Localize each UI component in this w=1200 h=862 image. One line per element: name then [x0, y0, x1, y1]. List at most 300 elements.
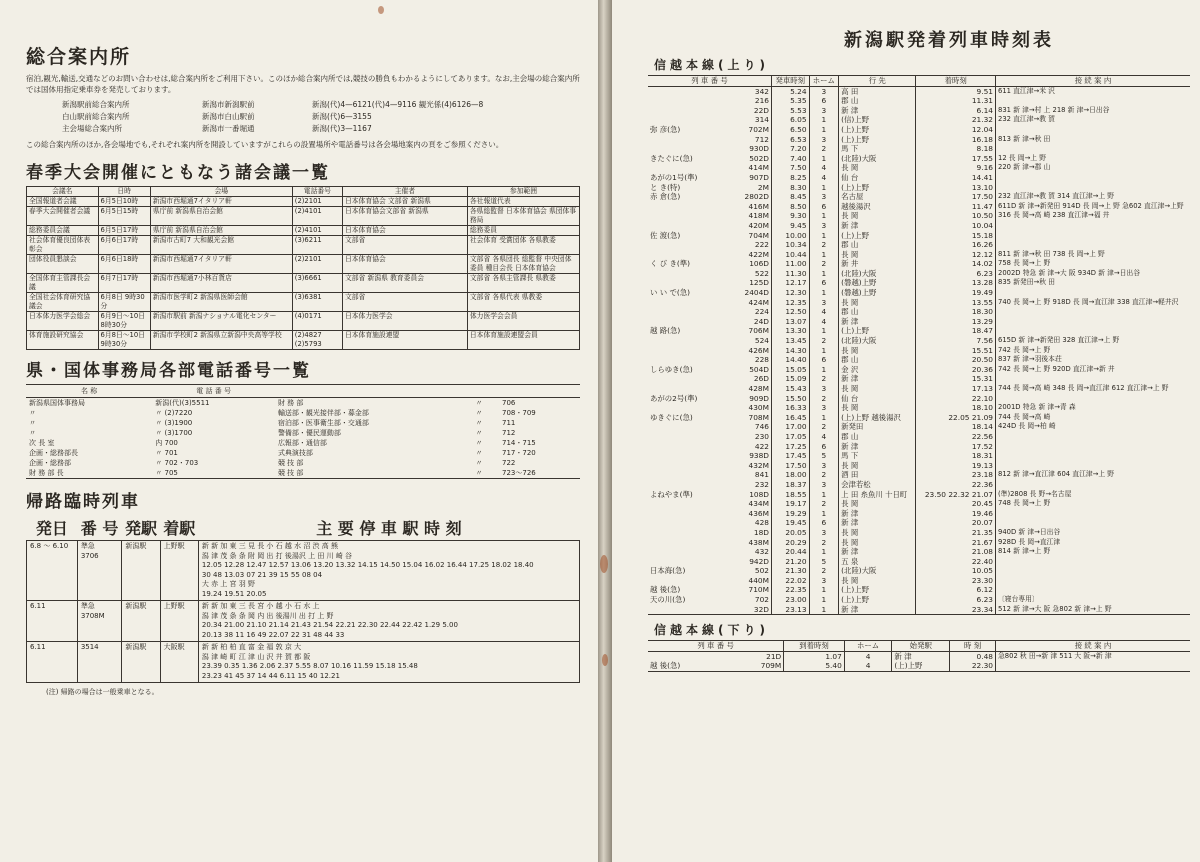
phones-row — [26, 428, 580, 438]
office-address: 新潟市新潟駅前 — [202, 100, 255, 109]
up-connection — [996, 240, 1191, 250]
meetings-cell: 新潟市古町7 大和観光会館 — [150, 236, 292, 255]
up-train-no: 26D — [753, 374, 769, 384]
phones-ditto: 〃 — [475, 449, 483, 457]
up-time: 13.07 — [772, 317, 810, 327]
up-connection: 〔寝台専用〕 — [996, 595, 1191, 605]
up-connection: 615D 新 津→新発田 328 直江津→上 野 — [996, 336, 1191, 346]
up-row — [648, 518, 1190, 528]
up-train-no: 232 — [754, 479, 769, 489]
down-arrival: 22.30 — [950, 661, 996, 671]
up-platform: 2 — [809, 336, 839, 346]
meetings-row — [27, 312, 580, 331]
up-arrival: 6.14 — [916, 106, 996, 116]
up-time: 21.30 — [772, 566, 810, 576]
up-platform: 4 — [809, 307, 839, 317]
phones-ditto: 〃 — [475, 429, 483, 437]
up-arrival: 18.31 — [916, 451, 996, 461]
up-train-name — [648, 115, 740, 125]
up-row — [648, 298, 1190, 308]
left-page — [0, 0, 598, 862]
up-train-no: 222 — [754, 240, 769, 250]
up-time: 10.44 — [772, 250, 810, 260]
up-platform: 2 — [809, 394, 839, 404]
up-time: 15.09 — [772, 374, 810, 384]
meetings-cell: 春季大会開催者会議 — [27, 207, 99, 226]
up-train-name — [648, 374, 740, 384]
up-destination: (上)上野 — [839, 183, 916, 193]
up-row — [648, 365, 1190, 375]
meetings-cell: 6月9日〜10日 8時30分 — [98, 312, 150, 331]
temp-extra2: 19.24 19.51 20.05 — [201, 589, 267, 598]
up-train-no: 420M — [748, 220, 769, 230]
up-platform: 1 — [809, 509, 839, 519]
up-destination: 金 沢 — [839, 365, 916, 375]
up-destination: (北陸)大阪 — [839, 566, 916, 576]
down-time: 1.07 — [784, 651, 845, 661]
temp-stations: 新 新 加 東 三 見 長 小 石 越 水 沼 渋 高 熊 — [201, 542, 339, 550]
up-platform: 2 — [809, 144, 839, 154]
phones-ext: 714・715 — [502, 439, 536, 447]
down-header-cell: 始発駅 — [892, 641, 950, 652]
temp-number — [77, 601, 122, 642]
phones-dept: 競 技 部 — [277, 459, 304, 467]
meetings-cell: 団体役員懇談会 — [27, 255, 99, 274]
up-platform: 1 — [809, 605, 839, 615]
phones-row — [26, 468, 580, 479]
meetings-row — [27, 274, 580, 293]
down-header-cell: ホーム — [844, 641, 892, 652]
up-platform: 4 — [809, 163, 839, 173]
up-train-no: 424M — [748, 297, 769, 307]
up-train-no: 314 — [754, 115, 769, 125]
meetings-table — [26, 186, 580, 350]
up-train-no: 428M — [748, 384, 769, 393]
down-time: 5.40 — [784, 661, 845, 671]
up-connection: 811 新 津→秋 田 738 長 岡→上 野 — [996, 250, 1191, 260]
up-time: 7.20 — [772, 144, 810, 154]
meetings-cell: (3)6211 — [292, 236, 342, 255]
up-time: 12.35 — [772, 298, 810, 308]
down-connection — [996, 661, 1191, 671]
meetings-cell: 全国報道者会議 — [27, 197, 99, 207]
up-time: 9.30 — [772, 211, 810, 221]
down-line-title: 信越本線(下り) — [654, 623, 769, 638]
down-connection: 急802 秋 田→新 津 511 大 阪→新 津 — [996, 651, 1191, 661]
up-platform: 5 — [809, 451, 839, 461]
meetings-cell: (2)2101 — [292, 255, 342, 274]
up-train-no: 502 — [754, 566, 769, 576]
up-row — [648, 566, 1190, 576]
stain-mark — [378, 6, 384, 14]
meetings-cell: 各社報道代表 — [467, 197, 579, 207]
up-train-name — [648, 451, 740, 461]
up-platform: 3 — [809, 528, 839, 538]
up-arrival: 14.41 — [916, 173, 996, 183]
phones-name: 新潟県国体事務局 — [29, 399, 85, 407]
up-header-train: 列 車 番 号 — [648, 76, 772, 87]
up-destination: (上)上野 — [839, 326, 916, 336]
up-platform: 4 — [809, 173, 839, 183]
up-train-no: 22D — [753, 105, 769, 115]
up-destination: 長 岡 — [839, 461, 916, 471]
temp-stations2: 潟 津 茂 条 条 岡 内 出 後湯川 出 打 上 野 — [201, 611, 334, 620]
temp-row — [27, 601, 580, 642]
up-time: 6.05 — [772, 115, 810, 125]
up-row — [648, 240, 1190, 250]
down-header-row — [648, 641, 1190, 652]
up-time: 20.05 — [772, 528, 810, 538]
up-header-cell: 発車時刻 — [772, 76, 810, 87]
up-arrival: 22.10 — [916, 394, 996, 404]
up-time: 5.35 — [772, 96, 810, 106]
up-platform: 1 — [809, 413, 839, 423]
up-train-no: 106D — [749, 259, 769, 269]
phones-number: 〃 702・703 — [155, 459, 199, 467]
phones-header-number: 電 話 番 号 — [152, 385, 275, 398]
up-header-cell: 着時刻 — [916, 76, 996, 87]
up-arrival: 23.18 — [916, 470, 996, 480]
up-train-name — [648, 432, 740, 442]
stain-mark — [602, 654, 608, 666]
up-row — [648, 163, 1190, 173]
up-platform: 3 — [809, 298, 839, 308]
up-time: 14.30 — [772, 346, 810, 356]
up-connection — [996, 221, 1191, 231]
up-row — [648, 307, 1190, 317]
meetings-cell: 日本体育施設連盟 — [342, 331, 467, 350]
up-arrival: 15.31 — [916, 374, 996, 384]
phones-dept: 式典演技部 — [277, 449, 313, 457]
up-train-no: 504D — [749, 364, 769, 374]
up-row — [648, 499, 1190, 509]
up-connection: 814 新 津→上 野 — [996, 547, 1191, 557]
down-train-no: 21D — [766, 651, 782, 661]
meetings-cell: 文部省 各県代表 県教委 — [467, 293, 579, 312]
up-connection — [996, 451, 1191, 461]
meetings-cell: 各県総監督 日本体育協会 県団体事務局 — [467, 207, 579, 226]
temp-number — [77, 642, 122, 683]
up-connection — [996, 144, 1191, 154]
temp-header-cell: 発日 — [35, 519, 68, 538]
phones-number: 新潟(代)(3)5511 — [155, 399, 210, 407]
up-train-no: 712 — [754, 134, 769, 144]
up-row — [648, 202, 1190, 212]
meetings-row — [27, 236, 580, 255]
up-train-no: 710M — [748, 585, 769, 595]
up-time: 18.00 — [772, 470, 810, 480]
up-row — [648, 413, 1190, 423]
up-train-name: 佐 渡(急) — [650, 230, 681, 240]
up-train-name — [648, 605, 740, 615]
up-connection: 740 長 岡→上 野 918D 長 岡→直江津 338 直江津→軽井沢 — [996, 298, 1191, 308]
up-platform: 1 — [809, 231, 839, 241]
temp-stations: 新 新 加 東 三 長 宮 小 越 小 石 水 上 — [201, 602, 320, 610]
temp-extra: 大 赤 上 宮 羽 野 — [201, 580, 255, 588]
up-row — [648, 528, 1190, 538]
up-connection: 512 新 津→大 阪 急802 新 津→上 野 — [996, 605, 1191, 615]
down-train-name: 越 後(急) — [650, 661, 681, 671]
up-train-name: く び き(準) — [650, 259, 691, 269]
up-train-name — [648, 298, 740, 308]
up-arrival: 18.14 — [916, 422, 996, 432]
meetings-cell: 文部省 — [342, 236, 467, 255]
temp-kind: 準急 — [80, 542, 95, 550]
up-row — [648, 288, 1190, 298]
up-time: 8.50 — [772, 202, 810, 212]
up-arrival: 21.67 — [916, 538, 996, 548]
up-destination: 会津若松 — [839, 480, 916, 490]
up-platform: 1 — [809, 585, 839, 595]
up-train-no: 418M — [748, 211, 769, 221]
up-train-name — [648, 86, 740, 96]
meetings-row — [27, 197, 580, 207]
up-time: 20.44 — [772, 547, 810, 557]
up-connection: 316 長 岡→高 崎 238 直江津→福 井 — [996, 211, 1191, 221]
up-destination: 郡 山 — [839, 355, 916, 365]
office-row — [62, 123, 580, 135]
office-list — [62, 99, 580, 135]
up-time: 20.29 — [772, 538, 810, 548]
stain-mark — [600, 555, 608, 573]
up-connection: 232 直江津→教 賀 — [996, 115, 1191, 125]
phones-ditto: 〃 — [475, 409, 483, 417]
meetings-cell: 日本体育施設連盟会員 — [467, 331, 579, 350]
phones-row — [26, 398, 580, 409]
up-row — [648, 451, 1190, 461]
phones-number: 〃 705 — [155, 469, 178, 477]
up-destination: (上)上野 — [839, 125, 916, 135]
down-timetable — [648, 640, 1190, 672]
up-train-no: 32D — [753, 604, 769, 614]
up-time: 23.00 — [772, 595, 810, 605]
up-time: 12.17 — [772, 278, 810, 288]
up-train-no: 230 — [754, 431, 769, 441]
phones-name: 次 長 室 — [29, 439, 55, 447]
up-time: 17.45 — [772, 451, 810, 461]
up-connection — [996, 288, 1191, 298]
up-row — [648, 317, 1190, 327]
meetings-cell: 日本体力医学会 — [342, 312, 467, 331]
up-destination: 名古屋 — [839, 192, 916, 202]
office-address: 新潟市白山駅前 — [202, 112, 255, 121]
temp-trains-title: 帰路臨時列車 — [26, 492, 140, 512]
up-destination: 酒 田 — [839, 470, 916, 480]
up-row — [648, 490, 1190, 500]
timetable-title: 新潟駅発着列車時刻表 — [844, 30, 1054, 51]
up-arrival: 19.13 — [916, 461, 996, 471]
up-destination: 上 田 糸魚川 十日町 — [839, 490, 916, 500]
up-connection — [996, 566, 1191, 576]
office-row — [62, 111, 580, 123]
up-train-name — [648, 509, 740, 519]
up-connection: 220 新 津→郡 山 — [996, 163, 1191, 173]
up-platform: 2 — [809, 499, 839, 509]
up-arrival: 13.29 — [916, 317, 996, 327]
up-time: 22.02 — [772, 576, 810, 586]
temp-header-row — [27, 515, 580, 541]
up-destination: 新 津 — [839, 221, 916, 231]
up-destination: 新 津 — [839, 518, 916, 528]
up-connection — [996, 557, 1191, 567]
up-platform: 3 — [809, 384, 839, 394]
phones-ext: 708・709 — [502, 409, 536, 417]
up-platform: 1 — [809, 547, 839, 557]
meetings-cell: 新潟市西堀通7イタリア軒 — [150, 255, 292, 274]
up-destination: 新 津 — [839, 106, 916, 116]
phones-dept: 警備部・優民運動部 — [277, 429, 341, 437]
meetings-cell: 6月5日15時 — [98, 207, 150, 226]
up-connection: 232 直江津→教 賀 314 直江津→上 野 — [996, 192, 1191, 202]
up-connection — [996, 374, 1191, 384]
temp-note: (注) 帰路の場合は一般乗車となる。 — [46, 688, 159, 696]
up-destination: 新 津 — [839, 317, 916, 327]
up-time: 8.25 — [772, 173, 810, 183]
up-arrival: 11.47 — [916, 202, 996, 212]
up-train-no: 224 — [754, 307, 769, 317]
up-connection — [996, 509, 1191, 519]
up-arrival: 12.04 — [916, 125, 996, 135]
up-row — [648, 211, 1190, 221]
phones-name: 財 務 部 長 — [29, 469, 64, 477]
general-outro: この総合案内所のほか,各会場地でも,それぞれ案内所を開設していますがこれらの設置場所や電話番号は各会場地案内の頁をご参照ください。 — [26, 140, 504, 149]
up-row — [648, 115, 1190, 125]
up-train-no: 422M — [748, 249, 769, 259]
up-connection: 611 直江津→米 沢 — [996, 86, 1191, 96]
up-arrival: 22.36 — [916, 480, 996, 490]
temp-header-cell: 番 号 — [80, 519, 119, 538]
up-time: 23.13 — [772, 605, 810, 615]
up-connection — [996, 461, 1191, 471]
temp-train-no: 3708M — [80, 611, 105, 620]
up-destination: (上)上野 — [839, 135, 916, 145]
up-train-name: 越 路(急) — [650, 326, 681, 336]
up-arrival: 21.35 — [916, 528, 996, 538]
meetings-row — [27, 226, 580, 236]
office-phone: 新潟(代)4—6121(代)4—9116 観光係(4)6126—8 — [312, 100, 484, 109]
up-connection: 742 長 岡→上 野 920D 直江津→新 井 — [996, 365, 1191, 375]
temp-train-no: 3514 — [80, 643, 99, 651]
down-row — [648, 651, 1190, 661]
phones-name: 〃 — [29, 409, 36, 417]
up-arrival: 20.45 — [916, 499, 996, 509]
up-train-no: 2802D — [744, 192, 769, 202]
up-connection — [996, 442, 1191, 452]
up-platform: 1 — [809, 115, 839, 125]
up-connection — [996, 518, 1191, 528]
up-row — [648, 221, 1190, 231]
up-time: 22.35 — [772, 585, 810, 595]
up-platform: 3 — [809, 576, 839, 586]
phones-ext: 706 — [502, 399, 516, 407]
up-row — [648, 384, 1190, 394]
up-platform: 6 — [809, 278, 839, 288]
meetings-row — [27, 293, 580, 312]
up-arrival: 20.07 — [916, 518, 996, 528]
up-train-name — [648, 576, 740, 586]
up-platform: 1 — [809, 346, 839, 356]
up-train-name: ゆきぐに(急) — [650, 412, 693, 422]
meetings-cell: (3)6661 — [292, 274, 342, 293]
up-platform: 2 — [809, 538, 839, 548]
phones-table — [26, 384, 580, 479]
phones-row — [26, 448, 580, 458]
up-row — [648, 144, 1190, 154]
up-time: 21.20 — [772, 557, 810, 567]
up-time: 19.29 — [772, 509, 810, 519]
up-destination: (北陸)大阪 — [839, 269, 916, 279]
up-time: 16.45 — [772, 413, 810, 423]
up-line-title: 信越本線(上り) — [654, 58, 769, 72]
up-train-name — [648, 144, 740, 154]
phones-dept: 広報部・通信部 — [277, 439, 327, 447]
up-connection — [996, 576, 1191, 586]
phones-ditto: 〃 — [475, 459, 483, 467]
up-destination: 長 岡 — [839, 576, 916, 586]
temp-header-cell: 主 要 停 車 駅 時 刻 — [316, 519, 462, 538]
temp-number — [77, 541, 122, 601]
temp-times2: 20.13 38 11 16 49 22.07 22 31 48 44 33 — [201, 630, 345, 639]
up-time: 11.00 — [772, 259, 810, 269]
up-header-cell: 行 先 — [839, 76, 916, 87]
up-time: 8.30 — [772, 183, 810, 193]
up-destination: 長 岡 — [839, 384, 916, 394]
general-info-title: 総合案内所 — [26, 46, 132, 68]
up-arrival: 8.18 — [916, 144, 996, 154]
meetings-cell: 文部省 各県団長 総監督 中央団体委員 種目会長 日本体育協会 — [467, 255, 579, 274]
phones-ditto: 〃 — [475, 399, 483, 407]
meetings-cell: 体力医学会会員 — [467, 312, 579, 331]
up-destination: 新 津 — [839, 547, 916, 557]
up-platform: 6 — [809, 442, 839, 452]
up-destination: 新 井 — [839, 259, 916, 269]
phones-ditto: 〃 — [475, 439, 483, 447]
up-train-no: 342 — [754, 86, 769, 96]
up-time: 13.45 — [772, 336, 810, 346]
up-arrival: 15.51 — [916, 346, 996, 356]
up-destination: (北陸)大阪 — [839, 336, 916, 346]
meetings-cell: 6月5日17時 — [98, 226, 150, 236]
meetings-header-row — [27, 187, 580, 197]
up-arrival: 10.05 — [916, 566, 996, 576]
up-platform: 1 — [809, 125, 839, 135]
up-connection: 744 長 岡→高 崎 348 長 岡→直江津 612 直江津→上 野 — [996, 384, 1191, 394]
up-destination: 新 津 — [839, 605, 916, 615]
down-destination: (上)上野 — [892, 661, 950, 671]
up-connection: 928D 長 岡→直江津 — [996, 538, 1191, 548]
down-train-name — [648, 651, 740, 661]
up-time: 5.24 — [772, 86, 810, 96]
up-train-no: 907D — [749, 172, 769, 182]
up-train-no: 2404D — [744, 288, 769, 298]
down-header-cell: 時 刻 — [950, 641, 996, 652]
temp-row — [27, 541, 580, 601]
up-connection: 813 新 津→秋 田 — [996, 135, 1191, 145]
up-train-name: と き(特) — [650, 182, 681, 192]
up-row — [648, 595, 1190, 605]
up-platform: 4 — [809, 432, 839, 442]
phones-ext: 712 — [502, 429, 516, 437]
meetings-header-cell: 日時 — [98, 187, 150, 197]
meetings-cell: 県庁前 新潟県自治会館 — [150, 226, 292, 236]
up-connection: 837 新 津→羽後本荘 — [996, 355, 1191, 365]
up-row — [648, 432, 1190, 442]
meetings-cell: 6月5日10時 — [98, 197, 150, 207]
up-train-name — [648, 202, 740, 212]
phones-dept: 輸送部・観光接伴部・募金部 — [277, 409, 369, 417]
up-row — [648, 231, 1190, 241]
up-arrival: 9.16 — [916, 163, 996, 173]
